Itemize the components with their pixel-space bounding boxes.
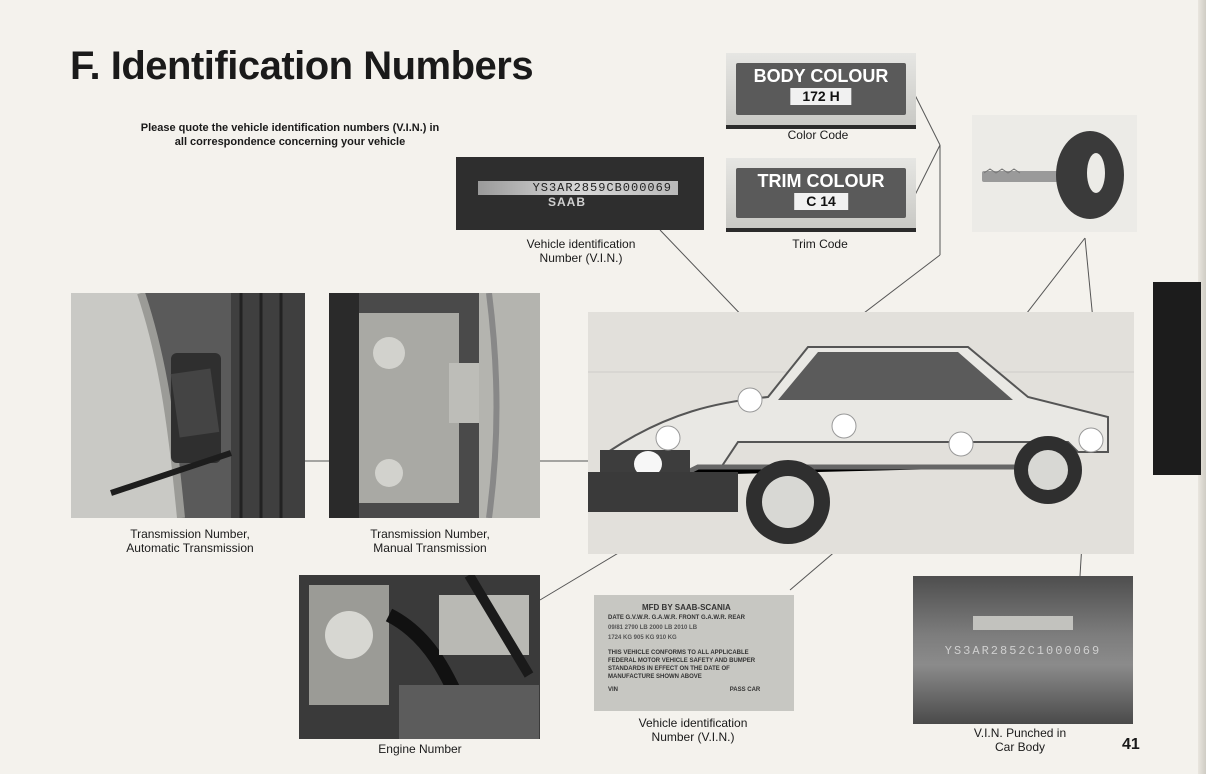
car-body-vin-photo <box>913 576 1133 724</box>
manual-transmission-photo <box>329 293 540 518</box>
vin-label-caption: Vehicle identification Number (V.I.N.) <box>638 716 748 744</box>
intro-line-2: all correspondence concerning your vehicle <box>174 136 406 148</box>
automatic-transmission-caption: Transmission Number, Automatic Transmission <box>126 527 254 555</box>
vin-plate-caption: Vehicle identification Number (V.I.N.) <box>526 237 636 265</box>
key-icon <box>972 115 1137 232</box>
engine-number-caption: Engine Number <box>378 742 462 756</box>
body-colour-label: BODY COLOUR <box>753 66 889 86</box>
manual-transmission-caption: Transmission Number, Manual Transmission <box>370 527 490 555</box>
punched-vin: YS3AR2852C1000069 <box>944 644 1102 658</box>
vin-label-plate-photo: MFD BY SAAB-SCANIA DATE G.V.W.R. G.A.W.R. FRONT G.A.W.R. REAR 09/81 2790 LB 2000 LB 2010 LB 1724 KG 905 KG 910 KG THIS VEHICLE CONFORMS TO ALL APPLICABLE FEDERAL MOTOR VEHICLE SAFETY AND BUMPER STANDARDS IN EFFECT ON THE DATE OF MANUFACTURE SHOWN ABOVE VIN PASS CAR <box>594 595 794 711</box>
engine-photo <box>299 575 540 739</box>
vin-dashboard-plate-photo <box>456 157 704 230</box>
vin-punched-caption: V.I.N. Punched in Car Body <box>973 726 1067 754</box>
body-colour-value: 172 H <box>790 88 851 105</box>
page-title: F. Identification Numbers <box>70 44 534 88</box>
trim-code-caption: Trim Code <box>792 237 848 251</box>
color-code-caption: Color Code <box>787 128 849 142</box>
trim-colour-plate <box>726 158 916 232</box>
automatic-transmission-photo <box>71 293 305 518</box>
vin-strip: YS3AR2859CB000069 <box>478 181 678 195</box>
page-number: 41 <box>1122 736 1140 753</box>
trim-colour-label: TRIM COLOUR <box>757 171 885 191</box>
key-photo <box>972 115 1137 232</box>
intro-line-1: Please quote the vehicle identification numbers (V.I.N.) in <box>140 122 440 134</box>
vin-brand: SAAB <box>548 195 587 209</box>
trim-colour-value: C 14 <box>794 193 848 210</box>
car-photo <box>588 312 1134 554</box>
body-colour-plate <box>726 53 916 129</box>
